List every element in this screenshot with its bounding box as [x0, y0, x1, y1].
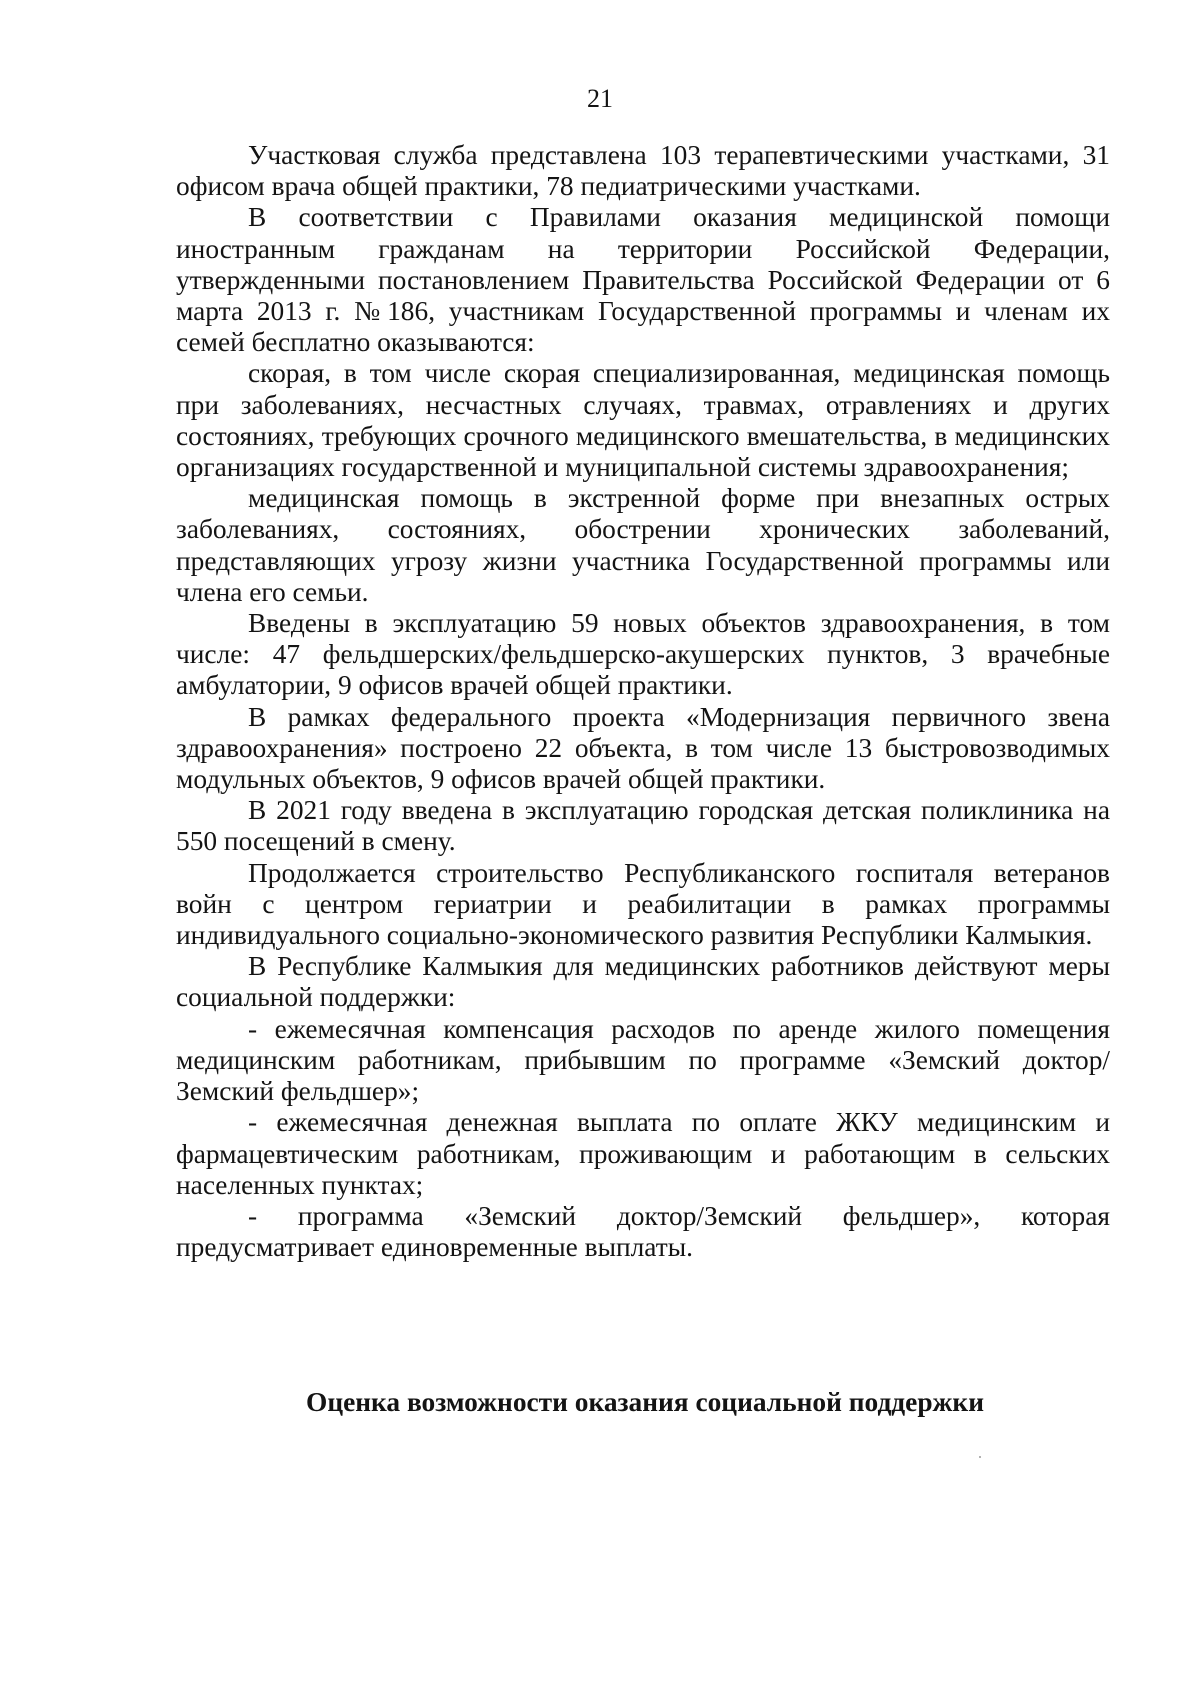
- page-number: 21: [587, 84, 613, 113]
- paragraph-polyclinic: В 2021 году введена в эксплуатацию городская детская поликлиника на 550 посещений в смену.: [176, 795, 1110, 857]
- list-item-zemsky-program: - программа «Земский доктор/Земский фельдшер», которая предусматривает единовременные выплаты.: [176, 1200, 1110, 1263]
- scan-speck: [979, 1456, 981, 1458]
- paragraph-federal-project: В рамках федерального проекта «Модернизация первичного звена здравоохранения» построено 22 объекта, в том числе 13 быстровозводимых модульных объектов, 9 офисов врачей общей практики.: [176, 701, 1110, 795]
- list-item-utility-payment: - ежемесячная денежная выплата по оплате ЖКУ медицинским и фармацевтическим работникам, проживающим и работающим в сельских населенных пунктах;: [176, 1107, 1110, 1200]
- paragraph-emergency-care: скорая, в том числе скорая специализированная, медицинская помощь при заболеваниях, несчастных случаях, травмах, отравлениях и других состояниях, требующих срочного медицинского вмешательства, в медицинских организациях государственной и муниципальной системы здравоохранения;: [176, 358, 1110, 483]
- paragraph-foreign-citizens-rules: В соответствии с Правилами оказания медицинской помощи иностранным гражданам на территории Российской Федерации, утвержденными постановлением Правительства Российской Федерации от 6 марта 2013 г. №186, участникам Государственной программы и членам их семей бесплатно оказываются:: [176, 202, 1110, 358]
- paragraph-veterans-hospital: Продолжается строительство Республиканского госпиталя ветеранов войн с центром гериатрии и реабилитации в рамках программы индивидуального социально-экономического развития Республики Калмыкия.: [176, 857, 1110, 951]
- paragraph-support-measures: В Республике Калмыкия для медицинских работников действуют меры социальной поддержки:: [176, 951, 1110, 1013]
- list-item-housing-compensation: - ежемесячная компенсация расходов по аренде жилого помещения медицинским работникам, прибывшим по программе «Земский доктор/Земский фельдшер»;: [176, 1013, 1110, 1107]
- section-heading: Оценка возможности оказания социальной поддержки: [306, 1387, 984, 1417]
- paragraph-precinct-service: Участковая служба представлена 103 терапевтическими участками, 31 офисом врача общей практики, 78 педиатрическими участками.: [176, 140, 1110, 202]
- paragraph-new-facilities: Введены в эксплуатацию 59 новых объектов здравоохранения, в том числе: 47 фельдшерских/фельдшерско-акушерских пунктов, 3 врачебные амбулатории, 9 офисов врачей общей практики.: [176, 608, 1110, 701]
- body-text: [176, 140, 1110, 1263]
- paragraph-urgent-care: медицинская помощь в экстренной форме при внезапных острых заболеваниях, состояниях, обострении хронических заболеваний, представляющих угрозу жизни участника Государственной программы или члена его семьи.: [176, 483, 1110, 607]
